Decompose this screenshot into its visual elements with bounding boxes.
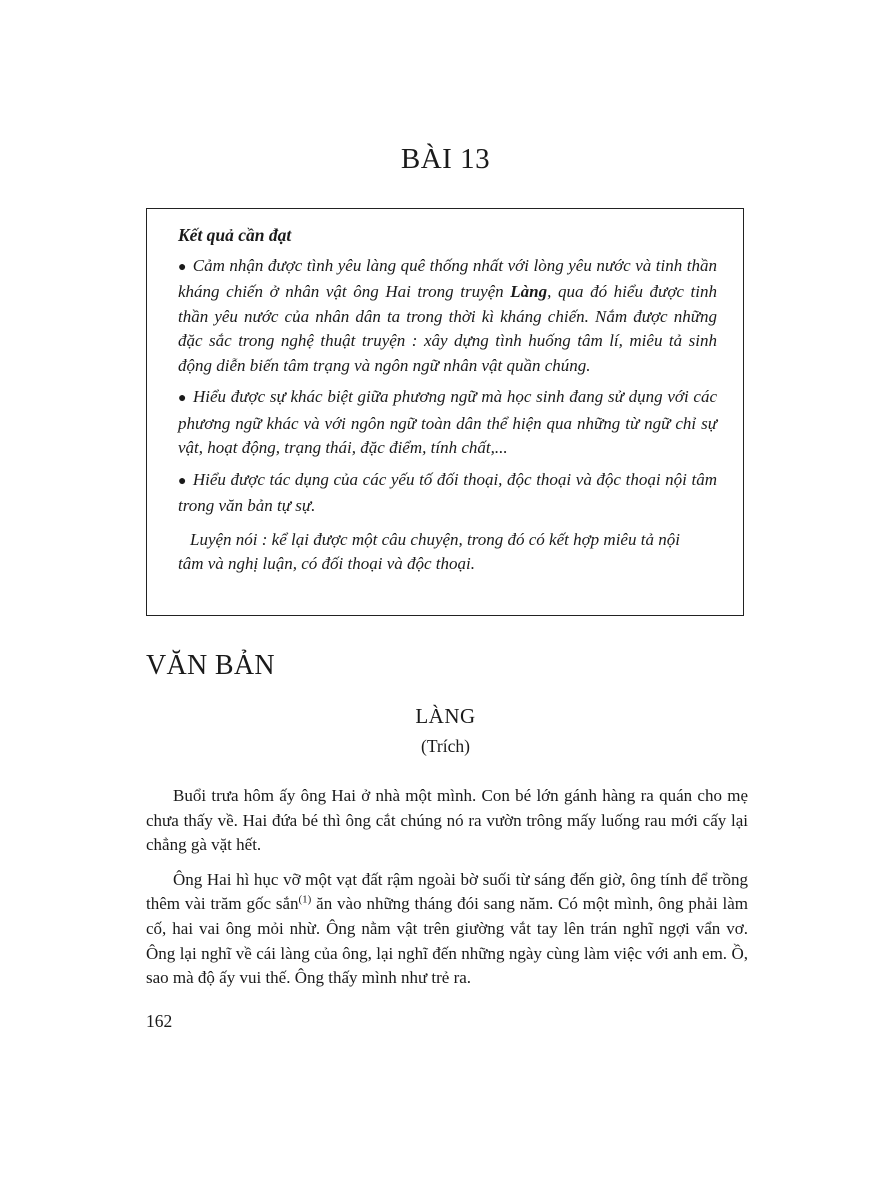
objective-text: , qua đó hiểu được tinh thần yêu nước của nhân dân ta trong thời kì kháng chiến. Nắm được những đặc sắc trong nghệ thuật truyện : xây dựng tình huống tâm lí, miêu tả sinh động diễn biến tâm trạng và ngôn ngữ nhân vật quần chúng. <box>178 282 717 375</box>
bullet-icon: ● <box>178 259 187 275</box>
objective-item <box>178 468 717 519</box>
speaking-practice <box>178 528 717 577</box>
practice-line-1: Luyện nói : kể lại được một câu chuyện, trong đó có kết hợp miêu tả nội <box>190 529 680 549</box>
story-paragraph <box>146 868 748 991</box>
bullet-icon: ● <box>178 473 187 489</box>
section-heading: VĂN BẢN <box>146 650 275 681</box>
story-title: LÀNG <box>415 704 476 728</box>
story-paragraph: Buổi trưa hôm ấy ông Hai ở nhà một mình. Con bé lớn gánh hàng ra quán cho mẹ chưa thấy về. Hai đứa bé thì ông cắt chúng nó ra vườn trông mấy luống rau mới cấy lại chẳng gà vặt hết. <box>146 786 748 855</box>
practice-line-2: tâm và nghị luận, có đối thoại và độc thoại. <box>178 554 475 573</box>
objective-text: Cảm nhận được tình yêu làng quê thống nhất với lòng yêu nước và tinh thần kháng chiến ở nhân vật ông Hai trong truyện <box>178 255 717 301</box>
objective-text: Hiểu được tác dụng của các yếu tố đối thoại, độc thoại và độc thoại nội tâm trong văn bản tự sự. <box>178 469 717 515</box>
objective-item <box>178 254 717 379</box>
objectives-box <box>146 208 744 616</box>
story-body <box>146 784 748 1001</box>
lesson-title: BÀI 13 <box>400 143 491 175</box>
paragraph-text: ăn vào những tháng đói sang năm. Có một mình, ông phải làm cố, hai vai ông mỏi nhừ. Ông nằm vật trên giường vắt tay lên trán nghĩ ngợi vẩn vơ. Ông lại nghĩ về cái làng của ông, lại nghĩ đến những ngày cùng làm việc với anh em. Ồ, sao mà độ ấy vui thế. Ông thấy mình như trẻ ra. <box>146 894 749 988</box>
page-number: 162 <box>146 1011 173 1031</box>
excerpt-note: (Trích) <box>421 736 470 756</box>
objective-item <box>178 385 717 461</box>
objectives-heading: Kết quả cần đạt <box>178 225 292 245</box>
story-name-emphasis: Làng <box>510 282 548 301</box>
footnote-reference[interactable]: (1) <box>298 893 312 906</box>
objective-text: Hiểu được sự khác biệt giữa phương ngữ mà học sinh đang sử dụng với các phương ngữ khác và với ngôn ngữ toàn dân thể hiện qua những từ ngữ chỉ sự vật, hoạt động, trạng thái, đặc điểm, tính chất,... <box>178 387 717 457</box>
bullet-icon: ● <box>178 391 187 406</box>
paragraph-text: Ông Hai hì hục vỡ một vạt đất rậm ngoài bờ suối từ sáng đến giờ, ông tính để trồng thêm vài trăm gốc sắn <box>146 869 748 914</box>
